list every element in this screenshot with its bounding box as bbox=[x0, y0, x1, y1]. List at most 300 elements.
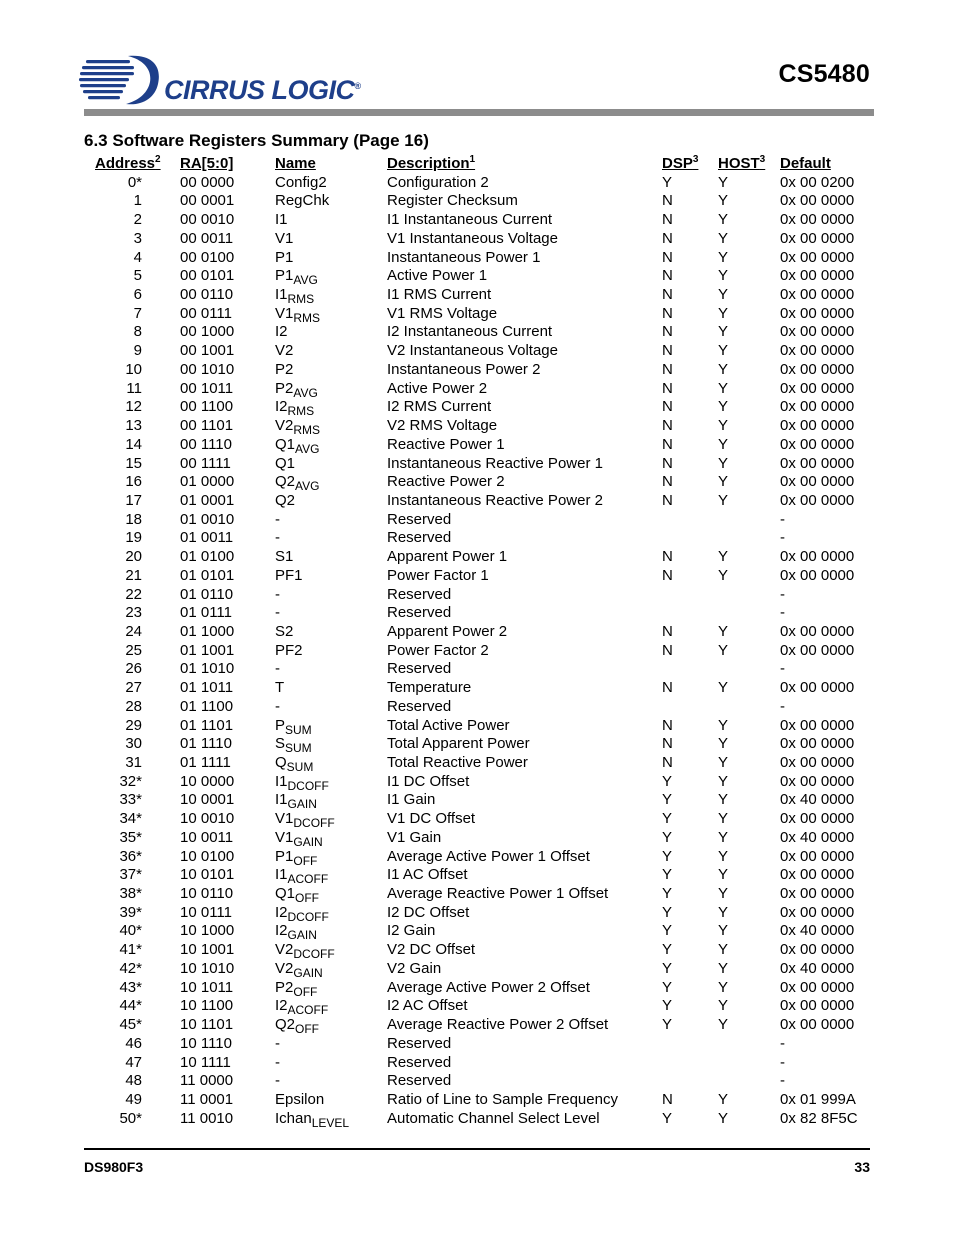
table-row bbox=[0, 398, 954, 417]
cell-name bbox=[275, 904, 329, 922]
cell-dsp: Y bbox=[662, 810, 673, 828]
cell-default: 0x 00 0000 bbox=[780, 454, 855, 472]
cell-name bbox=[275, 473, 320, 494]
cell-address: 25 bbox=[125, 641, 142, 659]
table-row bbox=[0, 848, 954, 867]
cell-name bbox=[275, 1091, 324, 1109]
cell-default: - bbox=[780, 660, 785, 678]
table-row bbox=[0, 941, 954, 960]
cell-dsp: N bbox=[662, 360, 673, 378]
table-row bbox=[0, 922, 954, 941]
cell-name bbox=[275, 960, 323, 978]
cell-name bbox=[275, 773, 329, 791]
cell-dsp: Y bbox=[662, 828, 673, 846]
table-row bbox=[0, 717, 954, 736]
cell-dsp: N bbox=[662, 679, 673, 697]
cell-default: 0x 00 0000 bbox=[780, 903, 855, 921]
cell-description: Reserved bbox=[387, 1034, 452, 1052]
cell-default: - bbox=[780, 585, 785, 603]
register-name-subscript: RMS bbox=[287, 404, 315, 419]
cell-ra: 10 0110 bbox=[180, 885, 234, 903]
register-name: S bbox=[275, 735, 286, 753]
register-name-subscript: GAIN bbox=[293, 965, 323, 980]
register-name: I1 bbox=[275, 866, 288, 884]
cell-address: 44* bbox=[119, 997, 142, 1015]
cell-address: 0* bbox=[127, 173, 142, 191]
cell-host: Y bbox=[718, 641, 729, 659]
cell-ra: 10 0100 bbox=[180, 847, 235, 865]
cell-default: 0x 00 0000 bbox=[780, 435, 855, 453]
cell-name bbox=[275, 380, 318, 398]
table-row bbox=[0, 754, 954, 773]
cell-address: 30 bbox=[125, 735, 142, 753]
table-row bbox=[0, 660, 954, 679]
table-row bbox=[0, 567, 954, 586]
cell-description: Average Reactive Power 1 Offset bbox=[387, 885, 609, 903]
cell-description: Reserved bbox=[387, 697, 452, 715]
table-row bbox=[0, 997, 954, 1016]
cell-ra: 00 0001 bbox=[180, 192, 235, 210]
cell-ra: 10 1100 bbox=[180, 997, 234, 1015]
cell-name bbox=[275, 305, 320, 323]
register-name: V2 bbox=[275, 417, 294, 435]
register-name-subscript: AVG bbox=[293, 385, 318, 400]
register-name-subscript: RMS bbox=[293, 423, 321, 438]
cell-description: I1 DC Offset bbox=[387, 772, 470, 790]
cell-description: Reserved bbox=[387, 510, 452, 528]
table-row bbox=[0, 436, 954, 455]
cell-description: V2 RMS Voltage bbox=[387, 417, 498, 435]
table-row bbox=[0, 623, 954, 642]
cell-ra: 00 1111 bbox=[180, 454, 231, 472]
cell-address: 15 bbox=[125, 454, 142, 472]
cell-address: 42* bbox=[119, 959, 142, 977]
cell-description: Reserved bbox=[387, 604, 452, 622]
register-name-subscript: SUM bbox=[285, 741, 312, 756]
register-name: V1 bbox=[275, 828, 294, 846]
register-name-subscript: DCOFF bbox=[287, 778, 329, 793]
cell-description: Total Active Power bbox=[387, 716, 510, 734]
register-name: V1 bbox=[275, 810, 294, 828]
cell-default: 0x 00 0000 bbox=[780, 491, 855, 509]
register-name: Q2 bbox=[275, 491, 296, 509]
cell-dsp: N bbox=[662, 548, 673, 566]
register-name: V1 bbox=[275, 304, 294, 322]
cell-name bbox=[275, 717, 312, 735]
cell-address: 40* bbox=[119, 922, 142, 940]
cell-name bbox=[275, 455, 295, 473]
register-name: P1 bbox=[275, 248, 294, 266]
cell-dsp: Y bbox=[662, 959, 673, 977]
cell-default: 0x 00 0000 bbox=[780, 735, 855, 753]
register-name: P2 bbox=[275, 379, 294, 397]
cell-host: Y bbox=[718, 735, 729, 753]
cell-host: Y bbox=[718, 192, 729, 210]
register-name-subscript: SUM bbox=[285, 722, 312, 737]
cell-host: Y bbox=[718, 941, 729, 959]
table-row bbox=[0, 342, 954, 361]
cell-description: Temperature bbox=[387, 679, 472, 697]
table-row bbox=[0, 698, 954, 717]
cell-ra: 01 0110 bbox=[180, 585, 234, 603]
cell-ra: 00 1011 bbox=[180, 379, 234, 397]
cell-name bbox=[275, 361, 293, 379]
register-name: PF2 bbox=[275, 641, 303, 659]
cell-ra: 10 1010 bbox=[180, 959, 235, 977]
cell-address: 2 bbox=[133, 211, 142, 229]
cell-default: 0x 00 0000 bbox=[780, 754, 855, 771]
cell-description: Configuration 2 bbox=[387, 173, 489, 191]
register-name: I2 bbox=[275, 398, 288, 416]
register-name: P1 bbox=[275, 267, 294, 285]
register-name-subscript: DCOFF bbox=[287, 909, 329, 924]
cell-dsp: Y bbox=[662, 885, 673, 903]
table-row bbox=[0, 791, 954, 810]
cell-description: Instantaneous Power 2 bbox=[387, 360, 541, 378]
cell-host: Y bbox=[718, 772, 729, 790]
cell-ra: 00 0010 bbox=[180, 211, 235, 229]
cell-address: 46 bbox=[125, 1034, 142, 1052]
cell-ra: 01 1010 bbox=[180, 660, 235, 678]
cell-dsp: N bbox=[662, 735, 673, 753]
cell-dsp: Y bbox=[662, 941, 673, 959]
cell-host: Y bbox=[718, 435, 729, 453]
cell-name bbox=[275, 342, 293, 360]
cell-address: 22 bbox=[125, 585, 142, 603]
cell-ra: 10 0011 bbox=[180, 828, 234, 846]
cell-address: 13 bbox=[125, 417, 142, 435]
register-name: Config2 bbox=[275, 173, 327, 191]
register-name: V1 bbox=[275, 229, 294, 247]
cell-ra: 01 0100 bbox=[180, 548, 235, 566]
cell-default: 0x 00 0000 bbox=[780, 323, 855, 341]
register-name: - bbox=[275, 660, 280, 678]
cell-host: Y bbox=[718, 922, 729, 940]
cell-default: 0x 40 0000 bbox=[780, 959, 855, 977]
cell-description: Instantaneous Power 1 bbox=[387, 248, 541, 266]
cell-default: 0x 40 0000 bbox=[780, 828, 855, 846]
cell-name bbox=[275, 698, 280, 716]
cell-description: Apparent Power 1 bbox=[387, 548, 508, 566]
cell-ra: 00 0100 bbox=[180, 248, 235, 266]
cell-description: Instantaneous Reactive Power 1 bbox=[387, 454, 603, 472]
cell-name bbox=[275, 997, 329, 1018]
col-header-default: Default bbox=[780, 155, 831, 172]
cell-dsp: Y bbox=[662, 866, 673, 884]
cell-dsp: Y bbox=[662, 847, 673, 865]
cell-ra: 10 0000 bbox=[180, 772, 235, 790]
cell-address: 14 bbox=[125, 435, 142, 453]
col-header-name: Name bbox=[275, 155, 316, 172]
cell-address: 24 bbox=[125, 622, 142, 640]
table-row bbox=[0, 1072, 954, 1091]
cell-default: 0x 00 0000 bbox=[780, 1016, 855, 1034]
register-name: - bbox=[275, 510, 280, 528]
register-name: P2 bbox=[275, 978, 294, 996]
table-row bbox=[0, 511, 954, 530]
cell-host: Y bbox=[718, 304, 729, 322]
cell-default: 0x 00 0000 bbox=[780, 622, 855, 640]
table-row bbox=[0, 904, 954, 923]
cell-ra: 10 1001 bbox=[180, 941, 235, 959]
cell-name bbox=[275, 623, 293, 641]
cell-default: 0x 00 0000 bbox=[780, 192, 855, 210]
cell-dsp: Y bbox=[662, 772, 673, 790]
cell-description: Reserved bbox=[387, 1053, 452, 1071]
cell-default: 0x 01 999A bbox=[780, 1090, 856, 1108]
cell-description: Total Apparent Power bbox=[387, 735, 530, 753]
cell-host: Y bbox=[718, 248, 729, 266]
cell-description: Reactive Power 2 bbox=[387, 473, 505, 491]
table-row bbox=[0, 866, 954, 885]
cell-host: Y bbox=[718, 866, 729, 884]
cell-dsp: N bbox=[662, 435, 673, 453]
cell-ra: 00 0011 bbox=[180, 229, 234, 247]
footer-rule bbox=[84, 1148, 870, 1150]
cell-name bbox=[275, 1016, 320, 1037]
cell-dsp: N bbox=[662, 304, 673, 322]
register-name-subscript: RMS bbox=[293, 310, 321, 325]
register-name: - bbox=[275, 529, 280, 547]
table-row bbox=[0, 1016, 954, 1035]
cell-default: 0x 00 0000 bbox=[780, 267, 855, 285]
cell-ra: 01 1111 bbox=[180, 754, 231, 771]
table-row bbox=[0, 979, 954, 998]
cell-address: 18 bbox=[125, 510, 142, 528]
cell-description: I2 Gain bbox=[387, 922, 436, 940]
cell-name bbox=[275, 230, 293, 248]
cell-name bbox=[275, 286, 315, 307]
cell-name bbox=[275, 249, 293, 267]
register-name-subscript: OFF bbox=[295, 891, 320, 906]
register-name: Ichan bbox=[275, 1109, 312, 1127]
cell-description: I1 RMS Current bbox=[387, 286, 492, 304]
cell-dsp: Y bbox=[662, 1016, 673, 1034]
cell-dsp: Y bbox=[662, 1109, 673, 1127]
cell-description: I1 Instantaneous Current bbox=[387, 211, 553, 229]
cell-name bbox=[275, 398, 315, 419]
cell-dsp: Y bbox=[662, 997, 673, 1015]
cell-dsp: N bbox=[662, 211, 673, 229]
cell-address: 11 bbox=[126, 379, 142, 397]
cell-address: 48 bbox=[125, 1072, 142, 1090]
cell-description: Reactive Power 1 bbox=[387, 435, 505, 453]
cell-name bbox=[275, 417, 321, 438]
cell-name bbox=[275, 754, 313, 772]
cell-host: Y bbox=[718, 791, 729, 809]
register-name-subscript: OFF bbox=[293, 853, 318, 868]
cell-ra: 01 0101 bbox=[180, 566, 235, 584]
cell-address: 50* bbox=[119, 1109, 142, 1127]
cell-ra: 11 0001 bbox=[180, 1090, 234, 1108]
table-row bbox=[0, 455, 954, 474]
register-name: V2 bbox=[275, 342, 294, 360]
cell-dsp: N bbox=[662, 323, 673, 341]
table-row bbox=[0, 267, 954, 286]
cell-address: 47 bbox=[125, 1053, 142, 1071]
cell-default: 0x 00 0000 bbox=[780, 885, 855, 903]
col-header-description: Description$^1$ bbox=[387, 154, 476, 172]
cell-name bbox=[275, 529, 280, 547]
cell-host: Y bbox=[718, 885, 729, 903]
table-row bbox=[0, 417, 954, 436]
cell-name bbox=[275, 267, 318, 288]
cell-dsp: N bbox=[662, 716, 673, 734]
table-row bbox=[0, 361, 954, 380]
register-name: Q1 bbox=[275, 435, 296, 453]
cell-description: Reserved bbox=[387, 1072, 452, 1090]
cell-address: 20 bbox=[125, 548, 142, 566]
cell-dsp: N bbox=[662, 754, 673, 771]
cell-default: - bbox=[780, 529, 785, 547]
register-name: S1 bbox=[275, 548, 294, 566]
cell-name bbox=[275, 604, 280, 622]
cell-name bbox=[275, 1072, 280, 1090]
register-name: I2 bbox=[275, 922, 288, 940]
cell-ra: 11 0000 bbox=[180, 1072, 234, 1090]
register-table bbox=[0, 155, 954, 1128]
cell-default: 0x 00 0000 bbox=[780, 716, 855, 734]
cell-name bbox=[275, 548, 293, 566]
cell-description: V2 Gain bbox=[387, 959, 442, 977]
table-row bbox=[0, 735, 954, 754]
cell-ra: 00 0000 bbox=[180, 173, 235, 191]
register-name: Epsilon bbox=[275, 1090, 325, 1108]
cell-dsp: N bbox=[662, 342, 673, 360]
cell-ra: 01 0111 bbox=[180, 604, 232, 622]
cell-description: Ratio of Line to Sample Frequency bbox=[387, 1090, 618, 1108]
cell-description: I1 Gain bbox=[387, 791, 436, 809]
cell-dsp: N bbox=[662, 398, 673, 416]
cell-address: 33* bbox=[119, 791, 142, 809]
cell-host: Y bbox=[718, 211, 729, 229]
cell-ra: 10 1111 bbox=[180, 1053, 231, 1071]
cell-host: Y bbox=[718, 173, 729, 191]
table-row bbox=[0, 305, 954, 324]
cell-host: Y bbox=[718, 454, 729, 472]
section-title: 6.3 Software Registers Summary (Page 16) bbox=[84, 131, 429, 150]
cell-ra: 01 1000 bbox=[180, 622, 235, 640]
table-row bbox=[0, 1091, 954, 1110]
cell-host: Y bbox=[718, 473, 729, 491]
cell-address: 16 bbox=[125, 473, 142, 491]
cell-ra: 10 0001 bbox=[180, 791, 235, 809]
cell-host: Y bbox=[718, 754, 729, 771]
cell-address: 34* bbox=[119, 810, 142, 828]
cell-description: I1 AC Offset bbox=[387, 866, 468, 884]
cell-dsp: N bbox=[662, 1090, 673, 1108]
cell-address: 5 bbox=[133, 267, 142, 285]
register-name: Q1 bbox=[275, 454, 296, 472]
cell-dsp: Y bbox=[662, 978, 673, 996]
cell-address: 39* bbox=[119, 903, 142, 921]
cell-dsp: N bbox=[662, 566, 673, 584]
cell-host: Y bbox=[718, 229, 729, 247]
table-row bbox=[0, 960, 954, 979]
cell-default: - bbox=[780, 1072, 785, 1090]
cell-host: Y bbox=[718, 1090, 729, 1108]
table-row bbox=[0, 1054, 954, 1073]
table-row bbox=[0, 473, 954, 492]
register-name-subscript: AVG bbox=[293, 273, 318, 288]
cell-dsp: N bbox=[662, 641, 673, 659]
register-name-subscript: AVG bbox=[295, 441, 320, 456]
document-title: CS5480 bbox=[778, 60, 870, 88]
cell-address: 31 bbox=[125, 754, 142, 771]
cell-address: 36* bbox=[119, 847, 142, 865]
cell-default: 0x 00 0000 bbox=[780, 997, 855, 1015]
register-name-subscript: LEVEL bbox=[311, 1115, 350, 1130]
register-name-subscript: DCOFF bbox=[293, 947, 335, 962]
cell-ra: 01 0011 bbox=[180, 529, 234, 547]
cell-dsp: N bbox=[662, 622, 673, 640]
register-name-subscript: GAIN bbox=[293, 834, 323, 849]
cell-name bbox=[275, 436, 319, 454]
col-header-dsp: DSP$^3$ bbox=[662, 154, 699, 172]
table-row bbox=[0, 230, 954, 249]
cell-name bbox=[275, 735, 312, 756]
register-name: - bbox=[275, 1053, 280, 1071]
table-row bbox=[0, 604, 954, 623]
cell-default: 0x 00 0000 bbox=[780, 566, 855, 584]
cell-host: Y bbox=[718, 1016, 729, 1034]
register-name: Q bbox=[275, 754, 287, 771]
cell-name bbox=[275, 791, 317, 812]
cell-name bbox=[275, 941, 335, 962]
cell-name bbox=[275, 829, 323, 847]
register-name-subscript: DCOFF bbox=[293, 816, 335, 831]
cell-host: Y bbox=[718, 828, 729, 846]
cell-host: Y bbox=[718, 360, 729, 378]
cell-name bbox=[275, 1035, 280, 1053]
cell-address: 10 bbox=[125, 360, 142, 378]
cell-description: Average Reactive Power 2 Offset bbox=[387, 1016, 609, 1034]
footer-doc-id: DS980F3 bbox=[84, 1159, 144, 1175]
cell-ra: 00 0101 bbox=[180, 267, 235, 285]
cell-address: 26 bbox=[125, 660, 142, 678]
col-header-ra: RA[5:0] bbox=[180, 155, 234, 172]
cell-description: I2 DC Offset bbox=[387, 903, 470, 921]
cell-address: 19 bbox=[125, 529, 142, 547]
cell-address: 3 bbox=[133, 229, 142, 247]
cell-default: 0x 00 0000 bbox=[780, 679, 855, 697]
cell-dsp: N bbox=[662, 267, 673, 285]
cell-name bbox=[275, 211, 288, 229]
register-name: I2 bbox=[275, 323, 288, 341]
table-row bbox=[0, 1110, 954, 1129]
cell-default: - bbox=[780, 604, 785, 622]
cell-name bbox=[275, 586, 280, 604]
cell-description: V1 DC Offset bbox=[387, 810, 476, 828]
cell-ra: 01 1001 bbox=[180, 641, 235, 659]
cell-description: Total Reactive Power bbox=[387, 754, 528, 771]
register-name-subscript: GAIN bbox=[287, 797, 317, 812]
cell-default: 0x 00 0000 bbox=[780, 941, 855, 959]
cell-description: V1 Instantaneous Voltage bbox=[387, 229, 558, 247]
cell-host: Y bbox=[718, 398, 729, 416]
cell-description: Power Factor 1 bbox=[387, 566, 489, 584]
cell-dsp: Y bbox=[662, 903, 673, 921]
cell-name bbox=[275, 810, 335, 831]
cell-dsp: N bbox=[662, 286, 673, 304]
cell-default: 0x 40 0000 bbox=[780, 922, 855, 940]
cell-address: 1 bbox=[133, 192, 142, 210]
cell-address: 37* bbox=[119, 866, 142, 884]
register-name-subscript: OFF bbox=[295, 1022, 320, 1037]
cell-default: 0x 40 0000 bbox=[780, 791, 855, 809]
cell-host: Y bbox=[718, 566, 729, 584]
cell-name bbox=[275, 174, 327, 192]
